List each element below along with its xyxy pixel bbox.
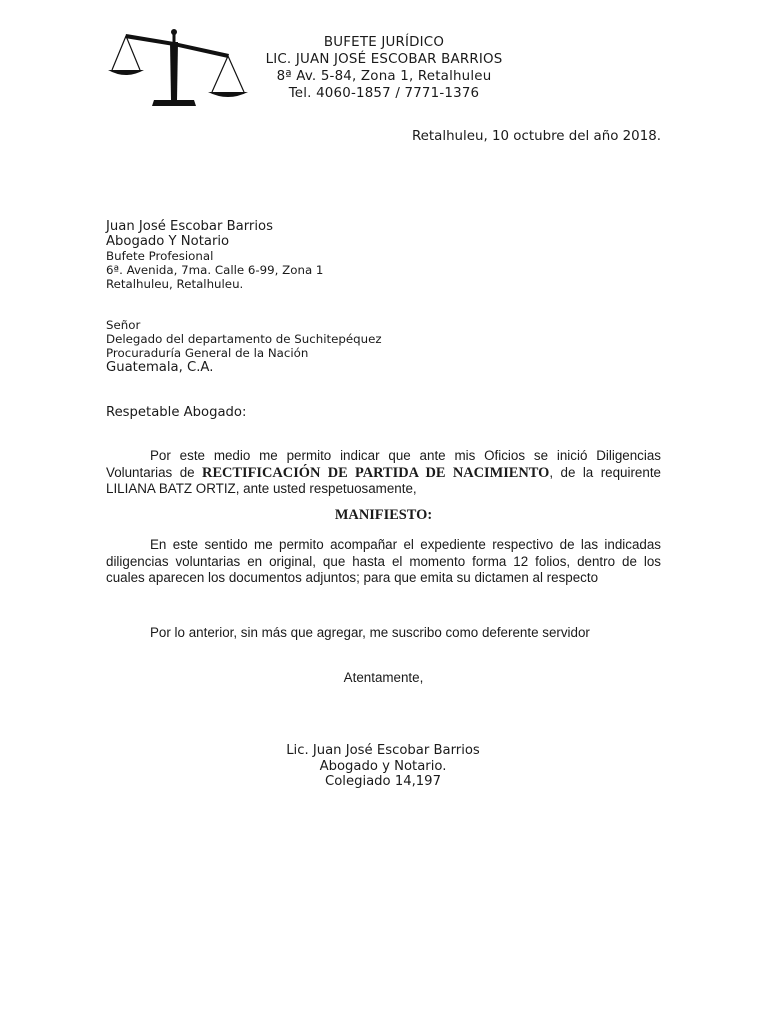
firm-name: BUFETE JURÍDICO: [323, 35, 445, 50]
recipient-institution: Procuraduría General de la Nación: [106, 346, 309, 360]
signature-title: Abogado y Notario.: [319, 758, 447, 774]
letterhead: [224, 34, 544, 102]
paragraph-intro: [106, 448, 661, 498]
paragraph-intro-before: Por este medio me permito indicar que ante mis Oficios se inició Diligencias Voluntarias de: [106, 448, 661, 480]
greeting: Respetable Abogado:: [106, 405, 247, 420]
manifiesto-heading-text: MANIFIESTO:: [334, 507, 433, 523]
recipient-block: [106, 318, 382, 375]
recipient-location: Guatemala, C.A.: [106, 360, 214, 375]
recipient-salutation: Señor: [106, 318, 141, 332]
firm-address: 8ª Av. 5-84, Zona 1, Retalhuleu: [276, 69, 492, 84]
signature-registration: Colegiado 14,197: [325, 774, 441, 789]
date-line: Retalhuleu, 10 octubre del año 2018.: [411, 129, 661, 144]
paragraph-intro-after: , de la requirente LILIANA BATZ ORTIZ, ante usted respetuosamente,: [106, 464, 661, 496]
paragraph-body-text: En este sentido me permito acompañar el expediente respectivo de las indicadas diligencias voluntarias en original, que hasta el momento forma 12 folios, dentro de los cuales aparecen los documentos adjuntos; para que emita su dictamen al respecto: [106, 537, 661, 585]
firm-phone: Tel. 4060-1857 / 7771-1376: [288, 86, 480, 101]
signature-block: [233, 743, 533, 790]
closing-salutation: Atentamente,: [343, 670, 424, 685]
sender-office: Bufete Profesional: [106, 249, 214, 263]
paragraph-intro-bold: RECTIFICACIÓN DE PARTIDA DE NACIMIENTO: [202, 464, 550, 481]
sender-block: [106, 219, 323, 291]
paragraph-closing: [106, 625, 661, 642]
recipient-position: Delegado del departamento de Suchitepéquez: [106, 332, 382, 346]
paragraph-body: [106, 537, 661, 587]
sender-title: Abogado Y Notario: [106, 234, 230, 249]
manifiesto-heading: [106, 507, 661, 524]
sender-city: Retalhuleu, Retalhuleu.: [106, 277, 244, 291]
paragraph-closing-text: Por lo anterior, sin más que agregar, me suscribo como deferente servidor: [150, 625, 590, 640]
lawyer-name: LIC. JUAN JOSÉ ESCOBAR BARRIOS: [265, 52, 503, 67]
signature-name: Lic. Juan José Escobar Barrios: [286, 743, 480, 758]
sender-name: Juan José Escobar Barrios: [106, 219, 273, 234]
sender-address: 6ª. Avenida, 7ma. Calle 6-99, Zona 1: [106, 263, 324, 277]
